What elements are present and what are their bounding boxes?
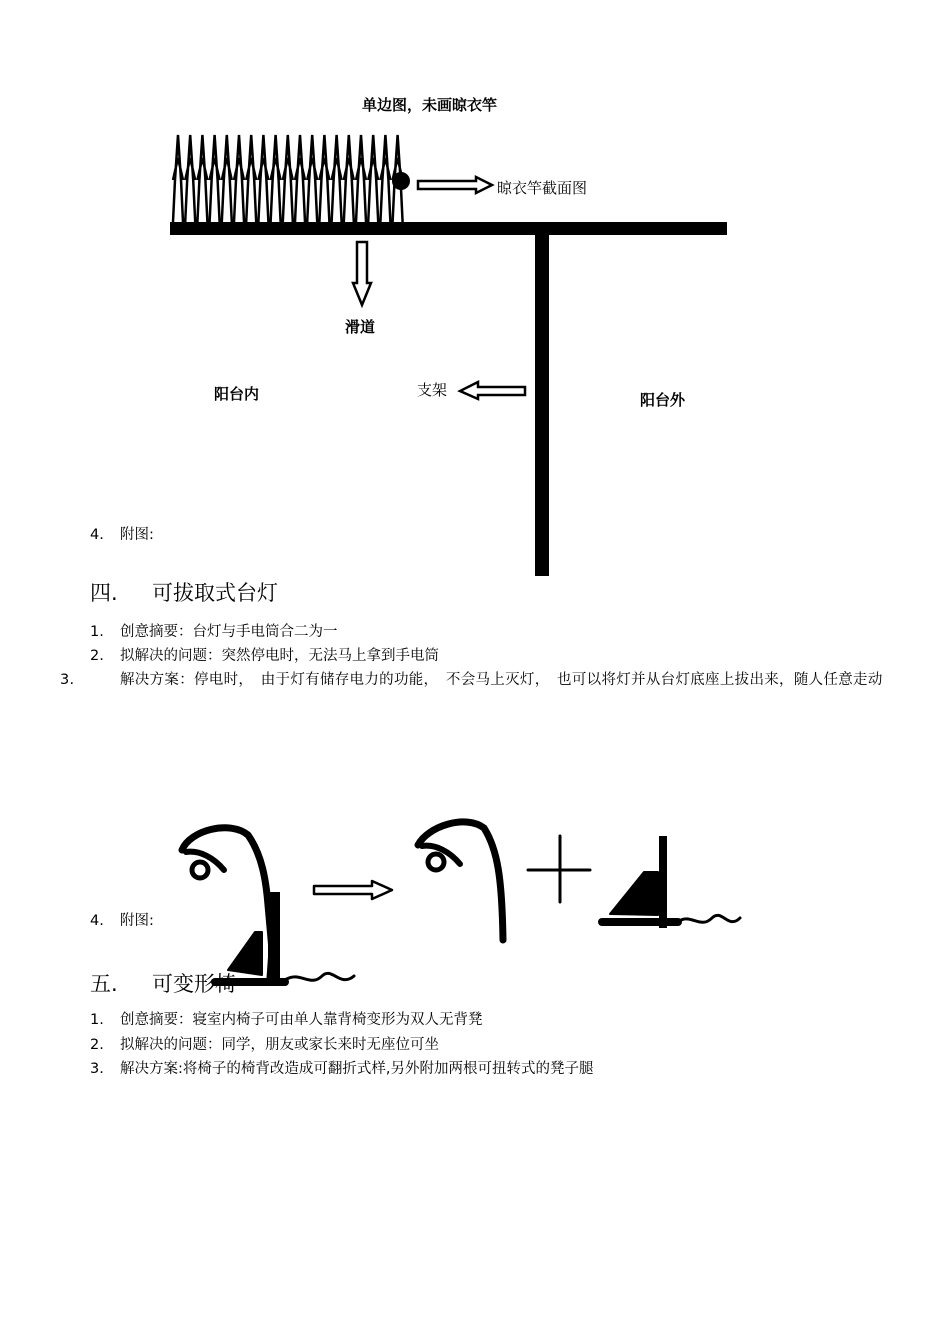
list-item: 1. 创意摘要：台灯与手电筒合二为一 <box>90 624 338 640</box>
inside-label: 阳台内 <box>214 385 260 403</box>
section-heading: 四. 可拔取式台灯 <box>90 581 278 605</box>
rod-cross-section <box>392 172 410 190</box>
list-item: 1. 创意摘要：寝室内椅子可由单人靠背椅变形为双人无背凳 <box>90 1012 483 1028</box>
transform-arrow-icon <box>314 881 392 899</box>
section-heading: 五. 可变形椅 <box>90 972 236 996</box>
horizontal-bar <box>170 222 727 235</box>
rod-arrow-icon <box>418 177 492 193</box>
list-item: 2. 拟解决的问题：同学，朋友或家长来时无座位可坐 <box>90 1037 439 1053</box>
list-item: 2. 拟解决的问题：突然停电时，无法马上拿到手电筒 <box>90 648 439 664</box>
list-item: 3. 解决方案:将椅子的椅背改造成可翻折式样,另外附加两根可扭转式的凳子腿 <box>90 1061 594 1077</box>
lamp-base-right <box>659 836 667 928</box>
hanging-clothes <box>173 135 403 222</box>
bracket-arrow-icon <box>460 382 525 399</box>
slide-label: 滑道 <box>345 318 376 336</box>
lamp-shade-detached <box>418 822 503 940</box>
rod-label: 晾衣竿截面图 <box>497 179 588 197</box>
clothes-pattern <box>173 135 403 222</box>
vertical-support <box>535 230 549 576</box>
list-item: 4. 附图: <box>90 913 154 929</box>
list-item: 3. 解决方案：停电时， 由于灯有储存电力的功能， 不会马上灭灯， 也可以将灯并从台灯底座上拔出来，随人任意走动 <box>60 672 883 688</box>
slide-arrow-icon <box>353 242 371 305</box>
drying-rack-diagram <box>0 0 950 600</box>
list-item: 4. 附图: <box>90 527 154 543</box>
plus-icon <box>528 836 590 902</box>
bracket-label: 支架 <box>417 381 448 399</box>
figure-title: 单边图，未画晾衣竿 <box>362 96 498 114</box>
outside-label: 阳台外 <box>640 391 686 409</box>
